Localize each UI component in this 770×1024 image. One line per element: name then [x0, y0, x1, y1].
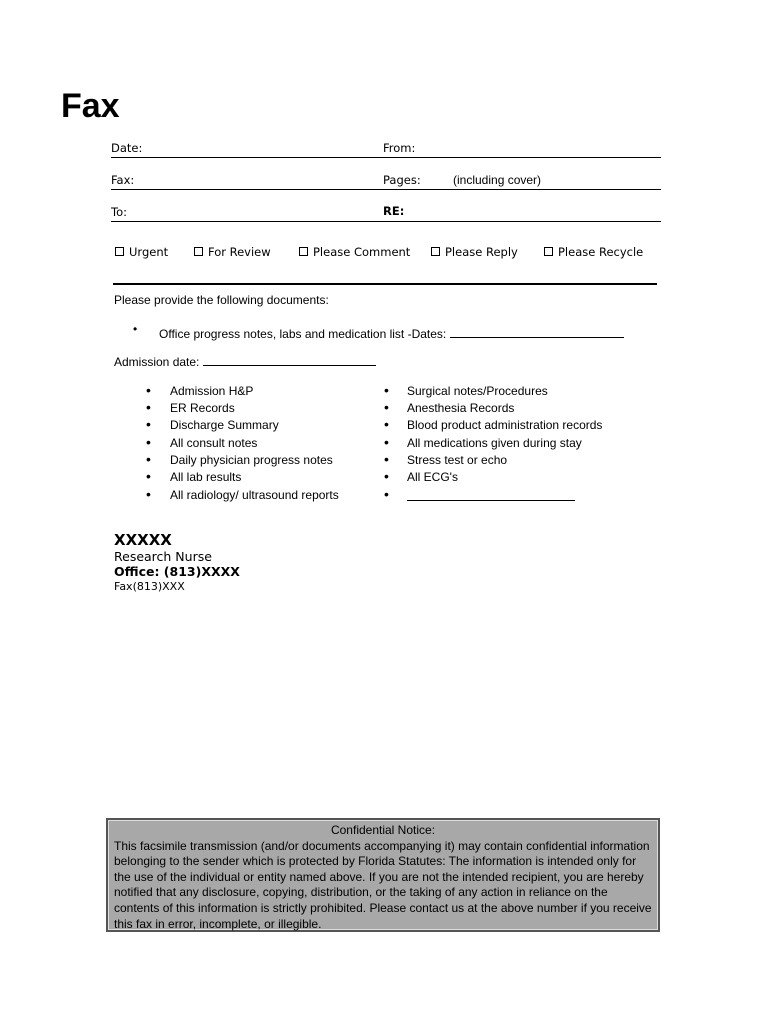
- checkbox-please-comment[interactable]: [299, 245, 410, 259]
- bullet-icon: •: [146, 416, 151, 432]
- fax-pages-rule: [111, 189, 661, 190]
- document-item: Blood product administration records: [407, 418, 603, 432]
- document-item: ER Records: [170, 401, 235, 415]
- bullet-icon: •: [384, 382, 389, 398]
- bullet-icon: •: [146, 382, 151, 398]
- checkbox-box-icon: [544, 247, 553, 256]
- date-from-rule: [111, 157, 661, 158]
- checkbox-label: Please Comment: [313, 245, 411, 259]
- checkbox-label: For Review: [208, 245, 271, 259]
- progress-notes-item: [159, 325, 624, 341]
- other-document-blank: [407, 488, 575, 501]
- notice-body: This facsimile transmission (and/or documents accompanying it) may contain confidential information belonging to the sender which is protected by Florida Statutes: The information is intended only for the use of the individual or entity named above. If you are not the intended recipient, you are hereby notified that any disclosure, copying, distribution, or the taking of any action in reliance on the contents of this information is strictly prohibited. Please contact us at the above number if you receive this fax in error, incomplete, or illegible.: [114, 838, 652, 931]
- progress-notes-label: Office progress notes, labs and medication list -Dates:: [159, 327, 447, 341]
- checkbox-urgent[interactable]: [115, 245, 168, 259]
- request-intro: Please provide the following documents:: [114, 293, 329, 307]
- bullet-icon: •: [146, 451, 151, 467]
- bullet-icon: •: [384, 451, 389, 467]
- section-divider: [113, 283, 657, 285]
- dates-blank: [450, 325, 624, 338]
- document-item: Stress test or echo: [407, 453, 508, 467]
- document-item: All lab results: [170, 470, 242, 484]
- sender-office: Office: (813)XXXX: [114, 564, 240, 579]
- document-item: All radiology/ ultrasound reports: [170, 488, 339, 502]
- admission-blank: [203, 353, 376, 366]
- checkbox-box-icon: [115, 247, 124, 256]
- fax-label: Fax:: [111, 173, 135, 187]
- to-re-rule: [111, 221, 661, 222]
- bullet-icon: •: [146, 486, 151, 502]
- bullet-icon: •: [133, 322, 138, 336]
- pages-note: (including cover): [453, 173, 542, 187]
- checkbox-please-recycle[interactable]: [544, 245, 643, 259]
- checkbox-box-icon: [299, 247, 308, 256]
- document-item: Discharge Summary: [170, 418, 279, 432]
- admission-label: Admission date:: [114, 355, 200, 369]
- document-item: Admission H&P: [170, 384, 254, 398]
- document-item: Surgical notes/Procedures: [407, 384, 548, 398]
- confidential-notice: [106, 818, 660, 932]
- document-item: Daily physician progress notes: [170, 453, 333, 467]
- bullet-icon: •: [146, 434, 151, 450]
- document-item: Anesthesia Records: [407, 401, 515, 415]
- bullet-icon: •: [384, 399, 389, 415]
- to-label: To:: [111, 205, 127, 219]
- bullet-icon: •: [146, 468, 151, 484]
- document-item: All medications given during stay: [407, 436, 582, 450]
- document-item: All ECG's: [407, 470, 458, 484]
- page-title: Fax: [61, 87, 120, 125]
- date-label: Date:: [111, 141, 143, 155]
- sender-fax: Fax(813)XXX: [114, 580, 185, 593]
- bullet-icon: •: [384, 434, 389, 450]
- checkbox-label: Please Reply: [445, 245, 518, 259]
- bullet-icon: •: [384, 486, 389, 502]
- bullet-icon: •: [384, 416, 389, 432]
- bullet-icon: •: [384, 468, 389, 484]
- checkbox-box-icon: [194, 247, 203, 256]
- checkbox-label: Please Recycle: [558, 245, 644, 259]
- sender-role: Research Nurse: [114, 549, 212, 564]
- document-item: All consult notes: [170, 436, 258, 450]
- re-label: RE:: [383, 204, 405, 218]
- sender-name: XXXXX: [114, 531, 172, 549]
- from-label: From:: [383, 141, 416, 155]
- checkbox-please-reply[interactable]: [431, 245, 518, 259]
- notice-title: Confidential Notice:: [330, 823, 436, 837]
- checkbox-label: Urgent: [129, 245, 169, 259]
- admission-date: [114, 353, 376, 369]
- pages-label: Pages:: [383, 173, 421, 187]
- checkbox-for-review[interactable]: [194, 245, 271, 259]
- checkbox-box-icon: [431, 247, 440, 256]
- bullet-icon: •: [146, 399, 151, 415]
